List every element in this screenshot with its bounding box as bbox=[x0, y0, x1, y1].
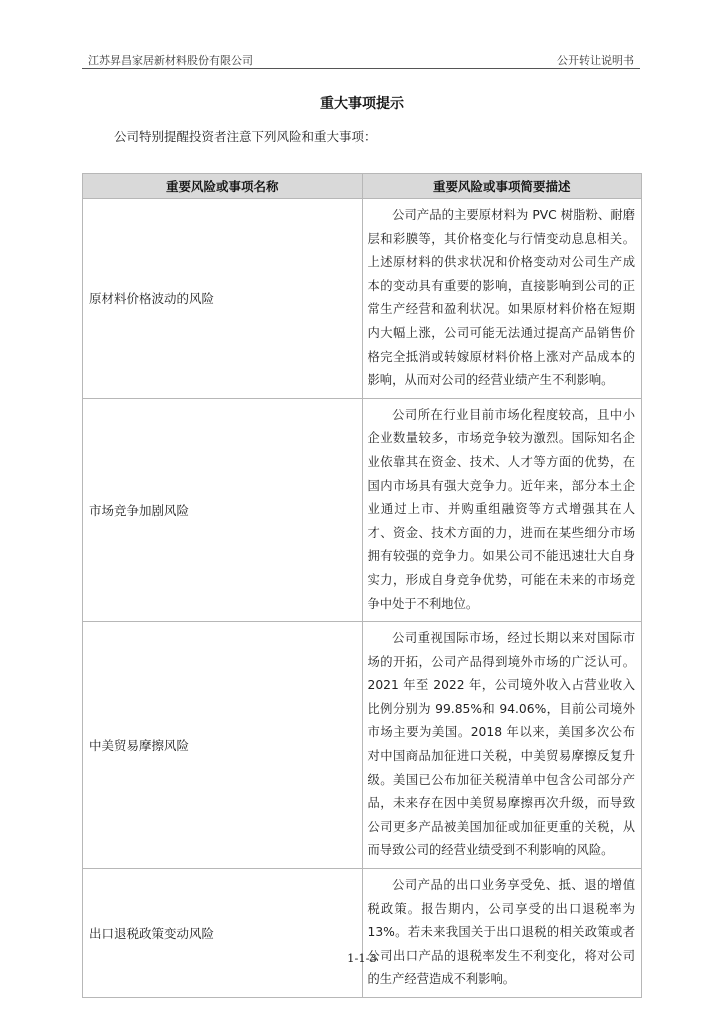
table-row bbox=[83, 199, 642, 399]
risk-name: 原材料价格波动的风险 bbox=[83, 199, 363, 399]
column-header-name: 重要风险或事项名称 bbox=[83, 174, 363, 199]
table-header-row bbox=[83, 174, 642, 199]
risk-name: 出口退税政策变动风险 bbox=[83, 869, 363, 998]
risk-table bbox=[82, 173, 642, 998]
risk-description: 公司所在行业目前市场化程度较高，且中小企业数量较多，市场竞争较为激烈。国际知名企业依靠其在资金、技术、人才等方面的优势，在国内市场具有强大竞争力。近年来，部分本土企业通过上市、并购重组融资等方式增强其在人才、资金、技术方面的力，进而在某些细分市场拥有较强的竞争力。如果公司不能迅速壮大自身实力，形成自身竞争优势，可能在未来的市场竞争中处于不利地位。 bbox=[362, 398, 642, 621]
intro-text: 公司特别提醒投资者注意下列风险和重大事项： bbox=[114, 129, 377, 144]
page-header bbox=[82, 50, 640, 69]
risk-description: 公司重视国际市场，经过长期以来对国际市场的开拓，公司产品得到境外市场的广泛认可。2021 年至 2022 年，公司境外收入占营业收入比例分别为 99.85%和 94.06%，目前公司境外市场主要为美国。2018 年以来，美国多次公布对中国商品加征进口关税，中美贸易摩擦反复升级。美国已公布加征关税清单中包含公司部分产品，未来存在因中美贸易摩擦再次升级，而导致公司更多产品被美国加征或加征更重的关税，从而导致公司的经营业绩受到不利影响的风险。 bbox=[362, 622, 642, 869]
column-header-description: 重要风险或事项简要描述 bbox=[362, 174, 642, 199]
table-row bbox=[83, 869, 642, 998]
table-row bbox=[83, 398, 642, 621]
risk-description: 公司产品的出口业务享受免、抵、退的增值税政策。报告期内，公司享受的出口退税率为 13%。若未来我国关于出口退税的相关政策或者公司出口产品的退税率发生不利变化，将对公司的生产经营造成不利影响。 bbox=[362, 869, 642, 998]
table-row bbox=[83, 622, 642, 869]
risk-name: 中美贸易摩擦风险 bbox=[83, 622, 363, 869]
risk-name: 市场竞争加剧风险 bbox=[83, 398, 363, 621]
header-company-name: 江苏昇昌家居新材料股份有限公司 bbox=[88, 54, 253, 67]
page-title: 重大事项提示 bbox=[320, 96, 404, 112]
page-number: 1-1-3 bbox=[347, 951, 377, 965]
header-document-type: 公开转让说明书 bbox=[557, 54, 634, 67]
risk-description: 公司产品的主要原材料为 PVC 树脂粉、耐磨层和彩膜等，其价格变化与行情变动息息相关。上述原材料的供求状况和价格变动对公司生产成本的变动具有重要的影响，直接影响到公司的正常生产经营和盈利状况。如果原材料价格在短期内大幅上涨，公司可能无法通过提高产品销售价格完全抵消或转嫁原材料价格上涨对产品成本的影响，从而对公司的经营业绩产生不利影响。 bbox=[362, 199, 642, 399]
